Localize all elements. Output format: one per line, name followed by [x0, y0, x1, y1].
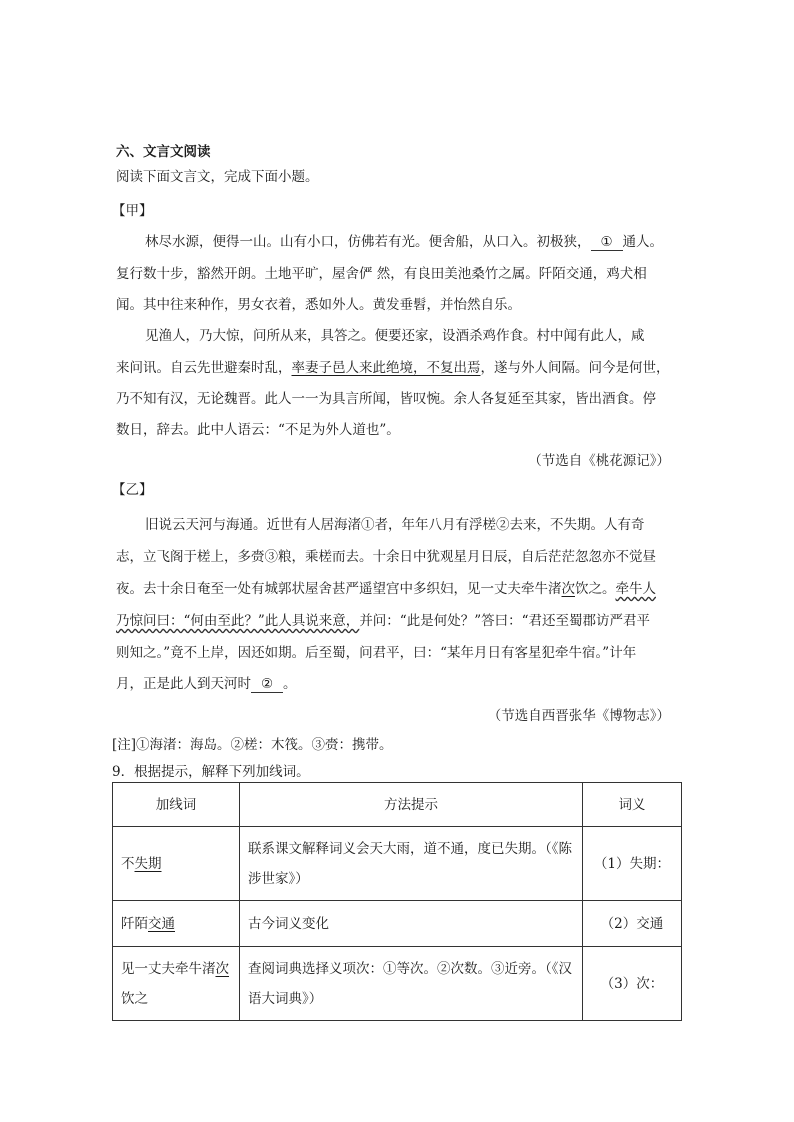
table-header-row [113, 783, 682, 827]
wavy-underlined-text: 乃惊问曰：“何由至此？”此人具说来意， [116, 613, 360, 629]
passage-jia-line: 复行数十步，豁然开朗。土地平旷，屋舍俨 然，有良田美池桑竹之属。阡陌交通，鸡犬相 [116, 266, 647, 282]
meaning-cell[interactable]: （3）次： [582, 947, 681, 1021]
passage-yi-line [116, 577, 656, 597]
hint-cell: 古今词义变化 [240, 901, 583, 947]
explanation-table [112, 782, 682, 1021]
fill-blank-2: ② [251, 676, 283, 693]
text-segment: 饮之。 [575, 581, 616, 597]
word-text: 见一丈夫牵牛渚 [121, 960, 216, 977]
word-cell [113, 947, 240, 1021]
hint-cell: 联系课文解释词义会天大雨，道不通，度已失期。（《陈涉世家》） [240, 827, 583, 901]
passage-jia-marker: 【甲】 [112, 203, 153, 219]
meaning-cell[interactable]: （1）失期： [582, 827, 681, 901]
fill-blank-1: ① [591, 234, 623, 251]
section-instruction: 阅读下面文言文，完成下面小题。 [116, 169, 319, 185]
passage-yi-line [116, 609, 650, 629]
text-segment: ，遂与外人间隔。问今是何世， [480, 360, 670, 376]
table-row [113, 901, 682, 947]
passage-jia-line: 见渔人，乃大惊，问所从来，具答之。便要还家，设酒杀鸡作食。村中闻有此人，咸 [145, 328, 645, 344]
hint-cell: 查阅词典选择义项次：①等次。②次数。③近旁。（《汉语大词典》） [240, 947, 583, 1021]
passage-jia-line: 乃不知有汉，无论魏晋。此人一一为具言所闻，皆叹惋。余人各复延至其家，皆出酒食。停 [116, 391, 656, 407]
table-row [113, 827, 682, 901]
question-title: 9．根据提示，解释下列加线词。 [112, 764, 310, 780]
section-title: 六、文言文阅读 [116, 144, 211, 160]
text-segment: 月，正是此人到天河时 [116, 676, 251, 692]
header-cell: 加线词 [113, 783, 240, 827]
text-segment: 林尽水源，便得一山。山有小口，仿佛若有光。便舍船，从口入。初极狭， [145, 234, 591, 250]
passage-yi-line: 志，立飞阁于槎上，多赍③粮，乘槎而去。十余日中犹观星月日辰，自后茫茫忽忽亦不觉昼 [116, 549, 656, 565]
passage-yi-marker: 【乙】 [112, 482, 153, 498]
underlined-word: 次 [215, 960, 229, 977]
passage-jia-line [116, 356, 670, 376]
header-cell: 词义 [582, 783, 681, 827]
word-cell [113, 901, 240, 947]
word-text: 阡陌 [121, 915, 148, 932]
word-text: 不 [121, 855, 135, 872]
underlined-word-ci: 次 [561, 581, 575, 597]
table-row [113, 947, 682, 1021]
wavy-underlined-text: 牵牛人 [615, 581, 656, 597]
text-segment: 并问：“此是何处？”答曰：“君还至蜀郡访严君平 [359, 613, 651, 629]
annotation-note: [注]①海渚：海岛。②槎：木筏。③赍：携带。 [112, 737, 393, 753]
passage-jia-source: （节选自《桃花源记》） [528, 453, 670, 469]
passage-yi-source: （节选自西晋张华《博物志》） [487, 708, 670, 724]
word-cell [113, 827, 240, 901]
passage-jia-line [145, 230, 663, 251]
passage-yi-line: 旧说云天河与海通。近世有人居海渚①者，年年八月有浮槎②去来，不失期。人有奇 [145, 517, 645, 533]
text-segment: 来问讯。自云先世避秦时乱， [116, 360, 292, 376]
passage-jia-line: 数日，辞去。此中人语云：“不足为外人道也”。 [116, 422, 400, 438]
underlined-sentence: 率妻子邑人来此绝境，不复出焉 [291, 360, 481, 376]
text-segment: 。 [283, 676, 297, 692]
header-cell: 方法提示 [240, 783, 583, 827]
word-text: 饮之 [121, 990, 148, 1007]
text-segment: 通人。 [622, 234, 663, 250]
passage-jia-line: 闻。其中往来种作，男女衣着，悉如外人。黄发垂髫，并怡然自乐。 [116, 297, 521, 313]
meaning-cell[interactable]: （2）交通 [582, 901, 681, 947]
passage-yi-line [116, 672, 297, 693]
text-segment: 夜。去十余日奄至一处有城郭状屋舍甚严遥望宫中多织妇，见一丈夫牵牛渚 [116, 581, 562, 597]
underlined-word: 交通 [148, 915, 175, 932]
underlined-word: 失期 [134, 855, 162, 872]
passage-yi-line: 则知之。”竟不上岸，因还如期。后至蜀，问君平，曰：“某年月日有客星犯牵牛宿。”计年 [116, 645, 637, 661]
